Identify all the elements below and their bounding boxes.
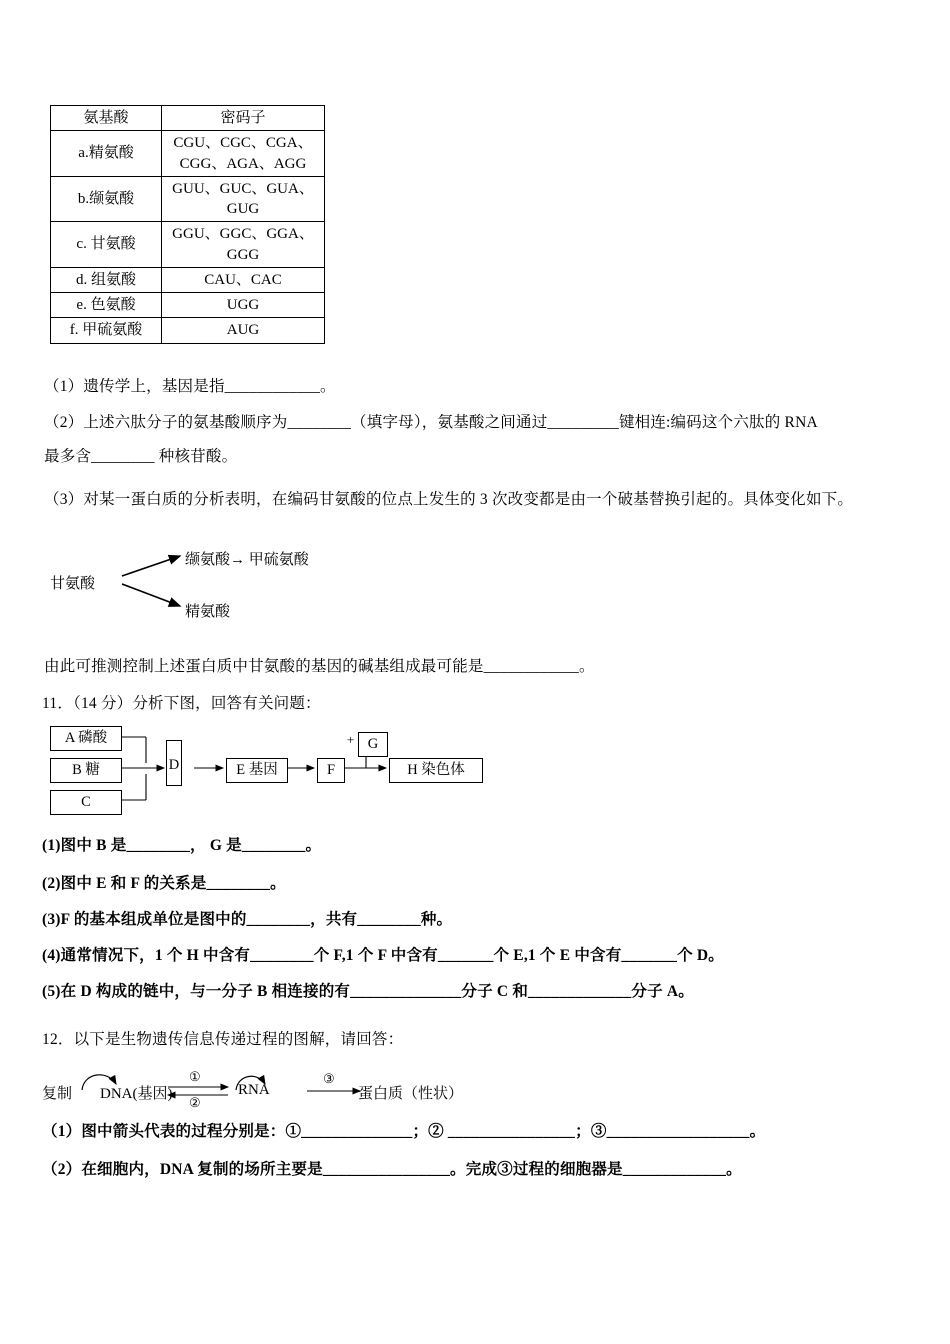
q10-part1: （1）遗传学上，基因是指____________。 bbox=[44, 378, 336, 395]
diagram-arrows bbox=[50, 540, 470, 635]
repl-label-rna: RNA bbox=[238, 1082, 270, 1098]
codon-table-container bbox=[50, 105, 325, 344]
table-row bbox=[51, 176, 325, 222]
flow-box-g: G bbox=[358, 732, 388, 757]
diagram-label-valine-methionine: 缬氨酸→ 甲硫氨酸 bbox=[185, 552, 309, 568]
q12-stem: 12．以下是生物遗传信息传递过程的图解，请回答： bbox=[42, 1031, 404, 1048]
cell-amino: b.缬氨酸 bbox=[51, 176, 162, 222]
flow-box-a-phosphate: A 磷酸 bbox=[50, 726, 122, 751]
q11-item-3: (3)F 的基本组成单位是图中的________，共有________种。 bbox=[42, 911, 453, 928]
table-row bbox=[51, 318, 325, 343]
q11-item-1: (1)图中 B 是________， G 是________。 bbox=[42, 837, 322, 854]
q10-part2-line1: （2）上述六肽分子的氨基酸顺序为________（填字母），氨基酸之间通过_________键相连:编码这个六肽的 RNA bbox=[44, 414, 818, 431]
table-header-row bbox=[51, 106, 325, 131]
cell-amino: f. 甲硫氨酸 bbox=[51, 318, 162, 343]
q10-part2-line2: 最多含________ 种核苷酸。 bbox=[44, 448, 238, 465]
q11-item-5: (5)在 D 构成的链中，与一分子 B 相连接的有______________分子 C 和_____________分子 A。 bbox=[42, 983, 694, 1000]
table-row bbox=[51, 293, 325, 318]
table-row bbox=[51, 131, 325, 177]
diagram-label-glycine: 甘氨酸 bbox=[50, 576, 96, 592]
flow-box-b-sugar: B 糖 bbox=[50, 758, 122, 783]
table-header-amino: 氨基酸 bbox=[51, 106, 162, 131]
cell-codons: CGU、CGC、CGA、CGG、AGA、AGG bbox=[162, 131, 325, 177]
q11-item-2: (2)图中 E 和 F 的关系是________。 bbox=[42, 875, 286, 892]
cell-codons: GGU、GGC、GGA、GGG bbox=[162, 222, 325, 268]
repl-label-step3: ③ bbox=[323, 1071, 335, 1086]
repl-label-step2: ② bbox=[189, 1095, 201, 1110]
cell-codons: AUG bbox=[162, 318, 325, 343]
flow-box-h-chromosome: H 染色体 bbox=[389, 758, 483, 783]
q10-part4: 由此可推测控制上述蛋白质中甘氨酸的基因的碱基组成最可能是____________。 bbox=[44, 658, 595, 675]
q12-item-2: （2）在细胞内，DNA 复制的场所主要是________________。完成③过程的细胞器是_____________。 bbox=[42, 1161, 742, 1178]
q12-item-1: （1）图中箭头代表的过程分别是：①______________；② ________________；③__________________。 bbox=[42, 1123, 766, 1140]
q11-flow-diagram bbox=[42, 718, 512, 823]
flow-box-c: C bbox=[50, 790, 122, 815]
cell-amino: e. 色氨酸 bbox=[51, 293, 162, 318]
repl-label-dna: DNA(基因) bbox=[100, 1086, 173, 1102]
q11-item-4: (4)通常情况下，1 个 H 中含有________个 F,1 个 F 中含有_______个 E,1 个 E 中含有_______个 D。 bbox=[42, 947, 724, 964]
cell-amino: d. 组氨酸 bbox=[51, 267, 162, 292]
q12-flow-diagram bbox=[42, 1068, 512, 1113]
cell-amino: a.精氨酸 bbox=[51, 131, 162, 177]
repl-label-protein: 蛋白质（性状） bbox=[358, 1086, 464, 1102]
diagram-label-arginine: 精氨酸 bbox=[185, 604, 231, 620]
cell-codons: CAU、CAC bbox=[162, 267, 325, 292]
flow-box-e-gene: E 基因 bbox=[226, 758, 288, 783]
cell-amino: c. 甘氨酸 bbox=[51, 222, 162, 268]
codon-table bbox=[50, 105, 325, 344]
table-row bbox=[51, 267, 325, 292]
glycine-change-diagram bbox=[50, 540, 470, 635]
cell-codons: GUU、GUC、GUA、GUG bbox=[162, 176, 325, 222]
flow-box-d bbox=[166, 740, 182, 786]
flow-plus-sign: + bbox=[347, 732, 355, 747]
cell-codons: UGG bbox=[162, 293, 325, 318]
flow-box-d-label: D bbox=[168, 757, 180, 773]
repl-label-step1: ① bbox=[189, 1069, 201, 1084]
table-header-codon: 密码子 bbox=[162, 106, 325, 131]
table-row bbox=[51, 222, 325, 268]
flow-box-f: F bbox=[317, 758, 345, 783]
q10-part3: （3）对某一蛋白质的分析表明，在编码甘氨酸的位点上发生的 3 次改变都是由一个破基替换引起的。具体变化如下。 bbox=[44, 491, 854, 508]
repl-label-replication: 复制 bbox=[42, 1086, 73, 1102]
q11-stem: 11．（14 分）分析下图，回答有关问题： bbox=[42, 695, 321, 712]
